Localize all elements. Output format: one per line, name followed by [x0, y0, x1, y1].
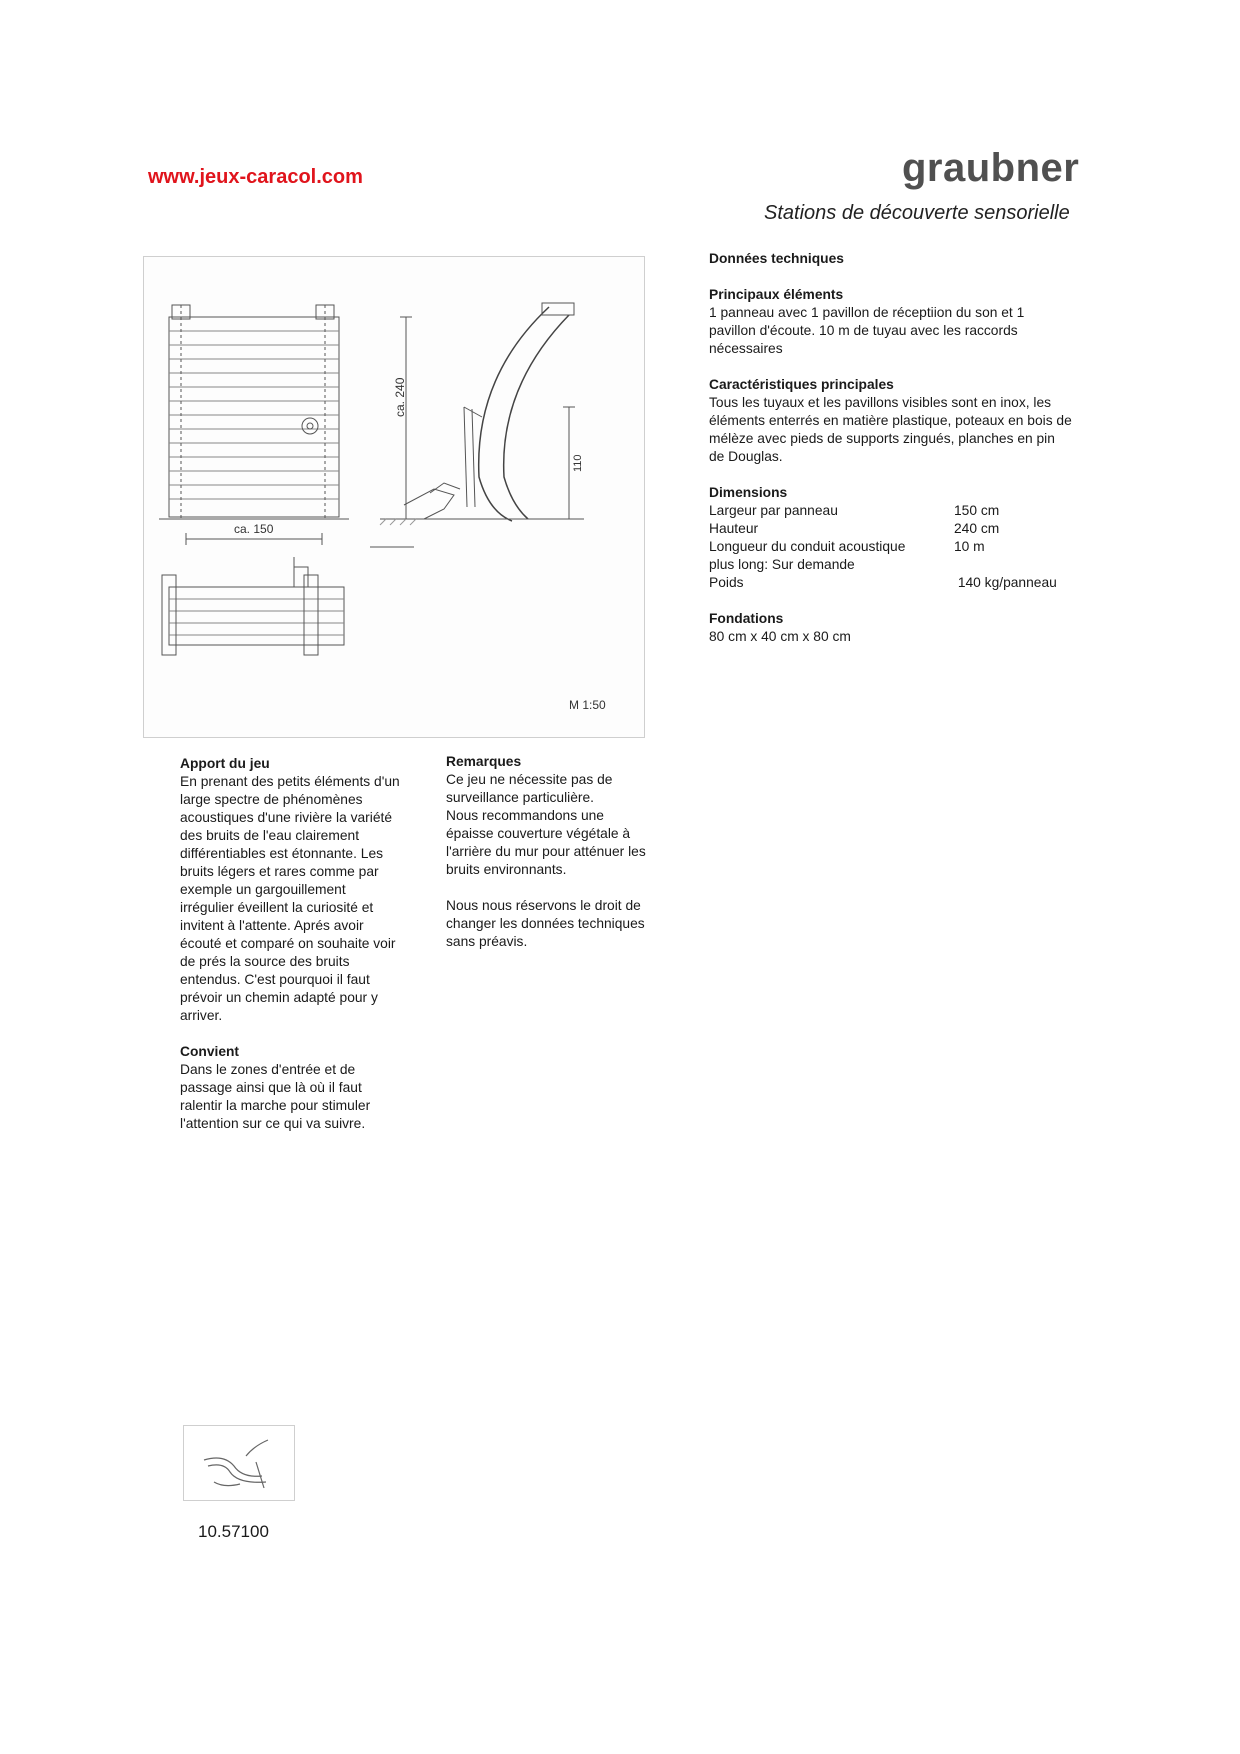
apport-line: entendus. C'est pourquoi il faut	[180, 972, 370, 987]
dimension-label: plus long: Sur demande	[709, 557, 855, 572]
apport-line: écouté et comparé on souhaite voir	[180, 936, 396, 951]
dimensions-heading: Dimensions	[709, 485, 788, 500]
dimension-value: 240 cm	[954, 521, 1000, 536]
remarques-line: bruits environnants.	[446, 862, 567, 877]
remarques-line: Nous recommandons une	[446, 808, 604, 823]
remarques-line: épaisse couverture végétale à	[446, 826, 631, 841]
horn-icon	[184, 1426, 294, 1500]
apport-heading: Apport du jeu	[180, 756, 270, 771]
principaux-line: pavillon d'écoute. 10 m de tuyau avec les raccords	[709, 323, 1018, 338]
dimension-row	[709, 538, 1139, 556]
dimension-value: 10 m	[954, 539, 985, 554]
dimension-row	[709, 520, 1139, 538]
apport-line: prévoir un chemin adapté pour y	[180, 990, 378, 1005]
apport-line: acoustiques d'une rivière la variété	[180, 810, 393, 825]
pictogram-thumbnail	[183, 1425, 295, 1501]
horn-dim-label: 110	[572, 454, 584, 472]
convient-line: ralentir la marche pour stimuler	[180, 1098, 371, 1113]
remarques-heading: Remarques	[446, 754, 522, 769]
apport-line: invitent à l'attente. Aprés avoir	[180, 918, 364, 933]
remarques-line: surveillance particulière.	[446, 790, 594, 805]
dimension-label: Longueur du conduit acoustique	[709, 539, 906, 554]
dimension-value: 140 kg/panneau	[954, 575, 1057, 590]
principaux-line: 1 panneau avec 1 pavillon de réceptiion du son et 1	[709, 305, 1025, 320]
convient-line: passage ainsi que là où il faut	[180, 1080, 362, 1095]
apport-line: bruits légers et rares comme par	[180, 864, 379, 879]
remarques-line: changer les données techniques	[446, 916, 645, 931]
remarques-line: Nous nous réservons le droit de	[446, 898, 641, 913]
apport-line: exemple un gargouillement	[180, 882, 346, 897]
remarques-section	[446, 753, 686, 951]
technical-drawing	[143, 256, 645, 738]
remarques-line: Ce jeu ne nécessite pas de	[446, 772, 613, 787]
apport-line: irrégulier éveillent la curiosité et	[180, 900, 374, 915]
fondations-line: 80 cm x 40 cm x 80 cm	[709, 629, 851, 644]
convient-heading: Convient	[180, 1044, 240, 1059]
brand-logo: graubner	[902, 146, 1080, 190]
dimension-label: Poids	[709, 575, 744, 590]
product-code: 10.57100	[198, 1522, 269, 1541]
apport-line: large spectre de phénomènes	[180, 792, 363, 807]
height-dim-label: ca. 240	[393, 377, 407, 417]
caracteristiques-line: de Douglas.	[709, 449, 783, 464]
drawing-svg	[144, 257, 644, 737]
apport-line: En prenant des petits éléments d'un	[180, 774, 400, 789]
convient-line: l'attention sur ce qui va suivre.	[180, 1116, 366, 1131]
dimension-label: Largeur par panneau	[709, 503, 838, 518]
principaux-line: nécessaires	[709, 341, 783, 356]
tech-heading: Données techniques	[709, 251, 844, 266]
apport-line: différentiables est étonnante. Les	[180, 846, 384, 861]
fondations-heading: Fondations	[709, 611, 784, 626]
caracteristiques-line: éléments enterrés en matière plastique, poteaux en bois de	[709, 413, 1072, 428]
apport-line: des bruits de l'eau clairement	[180, 828, 360, 843]
document-title: Stations de découverte sensorielle	[764, 202, 1070, 224]
scale-label: M 1:50	[569, 698, 606, 712]
caracteristiques-line: mélèze avec pieds de supports zingués, planches en pin	[709, 431, 1055, 446]
principaux-heading: Principaux éléments	[709, 287, 844, 302]
dimension-value: 150 cm	[954, 503, 1000, 518]
caracteristiques-heading: Caractéristiques principales	[709, 377, 894, 392]
width-dim-label: ca. 150	[234, 522, 274, 536]
dimension-row	[709, 574, 1139, 592]
remarques-line: l'arrière du mur pour atténuer les	[446, 844, 646, 859]
caracteristiques-line: Tous les tuyaux et les pavillons visibles sont en inox, les	[709, 395, 1052, 410]
apport-line: de prés la source des bruits	[180, 954, 350, 969]
dimension-row	[709, 502, 1139, 520]
apport-line: arriver.	[180, 1008, 223, 1023]
site-url[interactable]: www.jeux-caracol.com	[148, 166, 363, 188]
dimension-row	[709, 556, 1139, 574]
dimension-label: Hauteur	[709, 521, 759, 536]
convient-line: Dans le zones d'entrée et de	[180, 1062, 356, 1077]
remarques-line: sans préavis.	[446, 934, 528, 949]
technical-data	[709, 250, 1139, 646]
apport-section	[180, 755, 430, 1133]
